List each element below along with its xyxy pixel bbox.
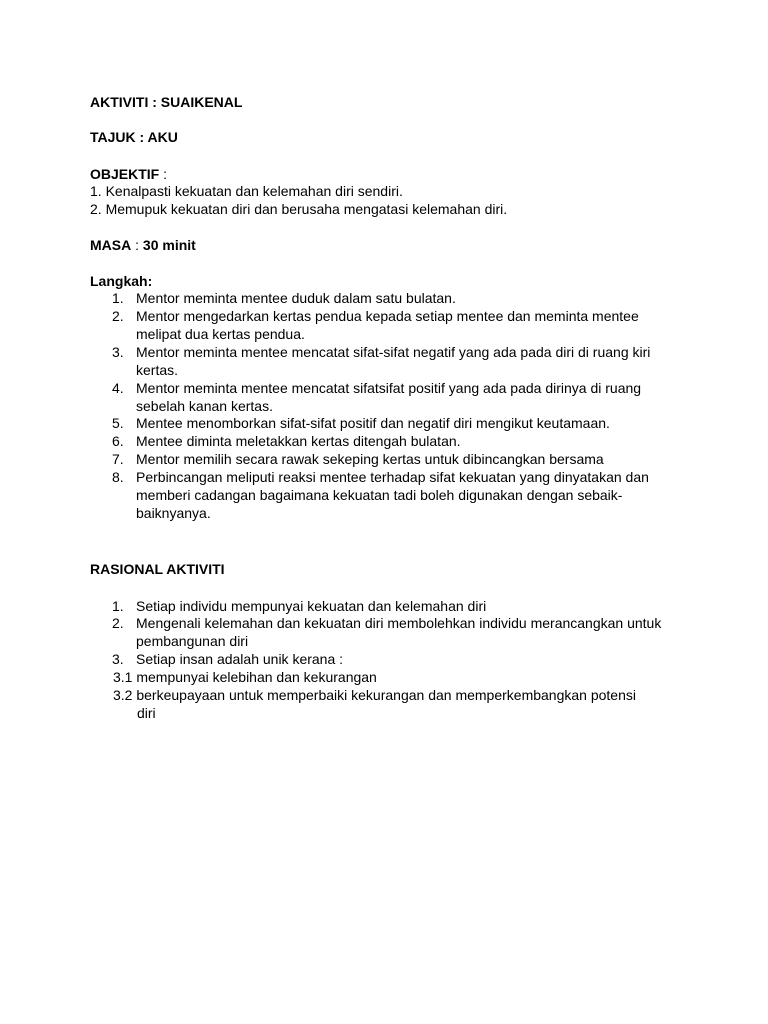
step-text: Mentor memilih secara rawak sekeping kertas untuk dibincangkan bersama [136, 451, 604, 467]
objective-label: OBJEKTIF [90, 166, 160, 182]
objective-heading [90, 165, 167, 183]
step-number: 1. [112, 290, 124, 306]
step-text: Mentee diminta meletakkan kertas ditengah bulatan. [136, 433, 461, 449]
rational-sub-item [113, 668, 683, 686]
rational-heading: RASIONAL AKTIVITI [90, 561, 225, 577]
rational-sub-item [113, 686, 683, 722]
rational-sub-text: 3.2 berkeupayaan untuk memperbaiki kekurangan dan memperkembangkan potensi [113, 687, 636, 703]
step-text: Mentor meminta mentee mencatat sifatsifat positif yang ada pada dirinya di ruang sebelah kanan kertas. [136, 380, 642, 414]
objective-colon: : [159, 166, 168, 182]
time-label: MASA [90, 237, 132, 253]
step-number: 8. [112, 469, 124, 485]
objective-item-2: 2. Memupuk kekuatan diri dan berusaha mengatasi kelemahan diri. [90, 201, 508, 217]
time-colon: : [131, 237, 143, 253]
step-number: 5. [112, 415, 124, 431]
rational-text: Setiap individu mempunyai kekuatan dan kelemahan diri [136, 598, 487, 614]
step-text: Mentor mengedarkan kertas pendua kepada setiap mentee dan meminta mentee melipat dua kertas pendua. [136, 308, 639, 342]
steps-heading: Langkah: [90, 273, 153, 289]
activity-heading: AKTIVITI : SUAIKENAL [90, 94, 243, 110]
step-text: Mentee menomborkan sifat-sifat positif dan negatif diri mengikut keutamaan. [136, 415, 610, 431]
rational-number: 2. [112, 615, 124, 631]
topic-heading: TAJUK : AKU [90, 129, 178, 145]
rational-text: Mengenali kelemahan dan kekuatan diri membolehkan individu merancangkan untuk pembangunan diri [136, 615, 662, 649]
rational-sub-text-continued: diri [137, 705, 156, 721]
step-number: 2. [112, 308, 124, 324]
step-text: Perbincangan meliputi reaksi mentee terhadap sifat kekuatan yang dinyatakan dan memberi cadangan bagaimana kekuatan tadi boleh digunakan dengan sebaik-baiknyanya. [136, 469, 649, 521]
rational-sub-text: 3.1 mempunyai kelebihan dan kekurangan [113, 669, 377, 685]
step-number: 7. [112, 451, 124, 467]
step-number: 3. [112, 344, 124, 360]
rational-number: 3. [112, 651, 124, 667]
step-text: Mentor meminta mentee mencatat sifat-sifat negatif yang ada pada diri di ruang kiri kertas. [136, 344, 651, 378]
rational-number: 1. [112, 598, 124, 614]
time-line [90, 236, 196, 254]
time-value: 30 minit [142, 237, 196, 253]
step-text: Mentor meminta mentee duduk dalam satu bulatan. [136, 290, 456, 306]
rational-text: Setiap insan adalah unik kerana : [136, 651, 344, 667]
step-number: 6. [112, 433, 124, 449]
step-number: 4. [112, 380, 124, 396]
objective-item-1: 1. Kenalpasti kekuatan dan kelemahan diri sendiri. [90, 183, 403, 199]
